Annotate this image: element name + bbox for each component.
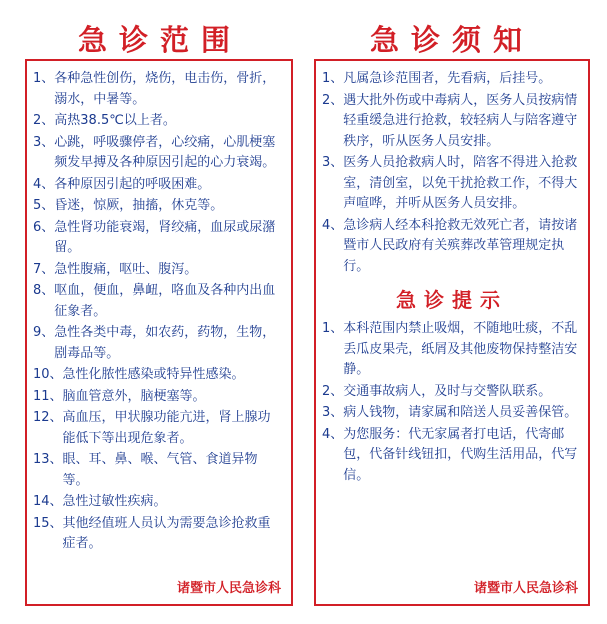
scope-item [33, 260, 283, 281]
scope-item [33, 387, 283, 408]
notice-item [322, 153, 580, 215]
scope-item-text: 急性腹痛，呕吐、腹泻。 [54, 261, 198, 277]
scope-item-text: 呕血，便血，鼻衄，咯血及各种内出血征象者。 [54, 283, 276, 319]
tip-item-number: 2、 [322, 383, 344, 399]
emergency-notice-title: 急诊须知 [369, 23, 534, 57]
scope-item [33, 323, 283, 364]
scope-item-number: 5、 [33, 198, 55, 213]
scope-item-text: 眼、耳、鼻、喉、气管、食道异物等。 [62, 452, 258, 488]
notice-item [322, 91, 580, 153]
scope-item [33, 69, 283, 110]
notice-item-text: 遇大批外伤或中毒病人，医务人员按病情轻重缓急进行抢救，较轻病人与陪客遵守秩序，听从医务人员安排。 [343, 92, 578, 149]
scope-item [33, 450, 283, 491]
notice-item-number: 1、 [322, 71, 344, 86]
scope-item-number: 13、 [33, 452, 63, 467]
tip-item [322, 382, 580, 403]
notice-item-text: 凡属急诊范围者，先看病，后挂号。 [343, 71, 552, 86]
scope-item-number: 6、 [33, 219, 55, 235]
scope-item-text: 急性化脓性感染或特异性感染。 [62, 367, 245, 382]
scope-item-number: 15、 [33, 515, 63, 531]
scope-item-number: 10、 [33, 367, 63, 382]
tip-item-text: 为您服务：代无家属者打电话，代寄邮包，代备针线钮扣，代购生活用品，代写信。 [343, 426, 578, 483]
emergency-scope-title: 急诊范围 [77, 23, 242, 57]
notice-item [322, 69, 580, 90]
right-footer-signature: 诸暨市人民急诊科 [473, 581, 578, 596]
tip-item-text: 病人钱物，请家属和陪送人员妥善保管。 [343, 405, 578, 420]
tip-item-number: 4、 [322, 426, 344, 442]
scope-item [33, 133, 283, 174]
emergency-scope-list [27, 61, 291, 555]
scope-item [33, 196, 283, 217]
emergency-notice-panel [314, 59, 590, 606]
emergency-tips-title: 急诊提示 [396, 288, 508, 312]
tip-item-number: 3、 [322, 405, 344, 420]
scope-item-number: 8、 [33, 283, 55, 298]
tip-item [322, 403, 580, 424]
tip-item [322, 319, 580, 381]
scope-item-text: 其他经值班人员认为需要急诊抢救重症者。 [62, 515, 271, 551]
emergency-scope-panel [25, 59, 293, 606]
notice-item-number: 2、 [322, 92, 344, 108]
scope-item-text: 高血压，甲状腺功能亢进，肾上腺功能低下等出现危象者。 [62, 410, 271, 446]
scope-item-text: 各种原因引起的呼吸困难。 [54, 176, 211, 192]
scope-item-text: 脑血管意外，脑梗塞等。 [62, 388, 206, 404]
scope-item-text: 急性肾功能衰竭，肾绞痛，血尿或尿潴留。 [54, 219, 276, 255]
scope-item-number: 2、 [33, 113, 55, 128]
scope-item [33, 218, 283, 259]
scope-item-text: 昏迷，惊厥，抽搐，休克等。 [54, 198, 224, 213]
tip-item-number: 1、 [322, 321, 344, 336]
notice-item [322, 216, 580, 278]
scope-item-number: 1、 [33, 71, 55, 86]
emergency-tips-list [316, 319, 588, 486]
scope-item-number: 11、 [33, 388, 63, 404]
tip-item-text: 交通事故病人，及时与交警队联系。 [343, 383, 552, 399]
notice-item-number: 3、 [322, 155, 344, 170]
scope-item [33, 365, 283, 386]
left-footer-signature: 诸暨市人民急诊科 [176, 581, 281, 596]
scope-item [33, 111, 283, 132]
scope-item-text: 急性各类中毒，如农药，药物，生物，剧毒品等。 [54, 325, 276, 361]
scope-item [33, 175, 283, 196]
scope-item-number: 9、 [33, 325, 55, 340]
scope-item-number: 14、 [33, 494, 63, 509]
scope-item-number: 3、 [33, 134, 55, 150]
tip-item-text: 本科范围内禁止吸烟，不随地吐痰，不乱丢瓜皮果壳，纸屑及其他废物保持整洁安静。 [343, 321, 578, 377]
scope-item-number: 4、 [33, 176, 55, 192]
scope-item-text: 急性过敏性疾病。 [62, 494, 167, 509]
notice-item-number: 4、 [322, 217, 344, 233]
scope-item [33, 281, 283, 322]
notice-item-text: 急诊病人经本科抢救无效死亡者，请按诸暨市人民政府有关殡葬改革管理规定执行。 [343, 217, 578, 274]
scope-item-text: 心跳，呼吸骤停者，心绞痛，心肌梗塞频发早搏及各种原因引起的心力衰竭。 [54, 134, 276, 170]
scope-item-number: 12、 [33, 410, 63, 425]
scope-item-text: 各种急性创伤，烧伤，电击伤，骨折，溺水，中暑等。 [54, 71, 276, 107]
emergency-notice-list [316, 61, 588, 277]
scope-item-text: 高热38.5℃以上者。 [54, 113, 176, 128]
notice-item-text: 医务人员抢救病人时，陪客不得进入抢救室，清创室，以免干扰抢救工作，不得大声喧哗，并听从医务人员安排。 [343, 155, 578, 211]
scope-item [33, 408, 283, 449]
scope-item [33, 492, 283, 513]
tip-item [322, 425, 580, 487]
scope-item [33, 514, 283, 555]
scope-item-number: 7、 [33, 261, 55, 277]
